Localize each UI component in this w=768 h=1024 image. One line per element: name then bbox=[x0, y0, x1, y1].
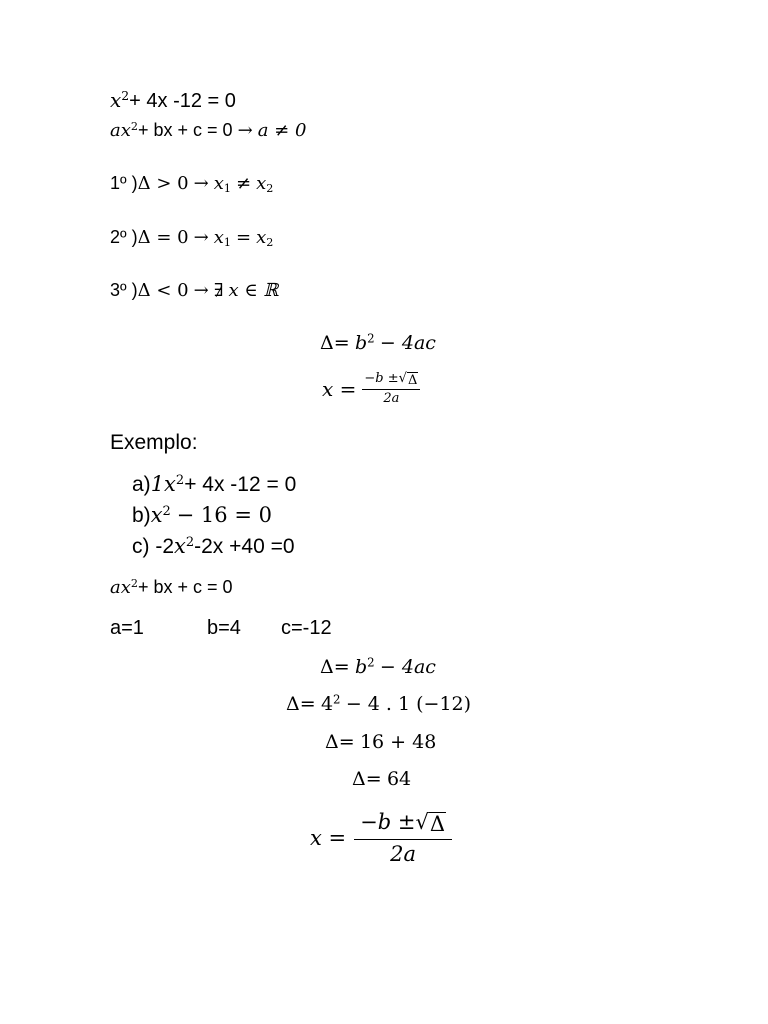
bhaskara-num-b: −b ± bbox=[364, 371, 399, 386]
case-2-x1: x bbox=[213, 227, 224, 248]
calc-line-2 bbox=[286, 692, 472, 715]
case-3-label: 3º ) bbox=[110, 280, 138, 300]
general2-ax: ax bbox=[110, 577, 131, 598]
case-1-sub2: 2 bbox=[266, 181, 274, 195]
case-2-relation: = bbox=[235, 227, 252, 248]
case-1-x2: x bbox=[256, 173, 267, 194]
case-2-x2: x bbox=[256, 227, 267, 248]
coefficient-b: b=4 bbox=[207, 617, 241, 639]
delta-exp: 2 bbox=[367, 331, 375, 346]
item-a-rest: + 4x -12 = 0 bbox=[184, 473, 297, 496]
example-heading: Exemplo: bbox=[110, 431, 198, 454]
calc-line-3 bbox=[325, 733, 436, 752]
calc1-b: b bbox=[354, 656, 368, 678]
eq-rest: + 4x -12 = 0 bbox=[129, 90, 236, 112]
general2-exp: 2 bbox=[130, 576, 138, 590]
bhaskara-fraction bbox=[362, 372, 420, 405]
calc2-rest: − 4 . 1 (−12) bbox=[345, 693, 472, 715]
item-c-rest: -2x +40 =0 bbox=[194, 535, 295, 558]
bhaskara-large-denominator: 2a bbox=[390, 842, 416, 866]
delta-rest: − 4ac bbox=[379, 332, 436, 354]
calc2-base: 4 bbox=[320, 693, 334, 715]
item-c-label: c) -2 bbox=[132, 535, 174, 558]
arrow-icon: → bbox=[237, 120, 253, 141]
calc4-lhs: Δ= bbox=[352, 768, 382, 790]
case-3-line bbox=[110, 281, 278, 300]
example-item-a bbox=[132, 474, 296, 495]
case-1-delta: Δ > 0 bbox=[137, 173, 189, 194]
calc-line-4 bbox=[352, 770, 411, 789]
case-3-rest: x ∈ ℝ bbox=[228, 280, 279, 301]
case-2-delta: Δ = 0 bbox=[137, 227, 189, 248]
sqrt-symbol-large: √ Δ bbox=[415, 810, 445, 836]
arrow-icon: → bbox=[193, 227, 209, 248]
item-a-label: a) bbox=[132, 473, 151, 496]
item-b-exp: 2 bbox=[162, 503, 171, 519]
bhaskara-large-num-b: −b ± bbox=[360, 810, 416, 834]
calc1-rest: − 4ac bbox=[379, 656, 436, 678]
bhaskara-large-numerator bbox=[354, 812, 452, 840]
bhaskara-large-fraction bbox=[354, 812, 452, 865]
bhaskara-formula-small bbox=[322, 372, 420, 405]
sqrt-symbol: √ Δ bbox=[398, 371, 418, 388]
delta-lhs: Δ= bbox=[320, 332, 350, 354]
bhaskara-numerator bbox=[362, 372, 420, 390]
item-b-x: x bbox=[150, 503, 163, 527]
example-item-c bbox=[132, 536, 295, 557]
general2-rest: + bx + c = 0 bbox=[138, 577, 233, 597]
arrow-icon: → bbox=[193, 173, 209, 194]
bhaskara-formula-large bbox=[310, 812, 452, 865]
delta-formula bbox=[320, 331, 436, 354]
general-ax: ax bbox=[110, 120, 131, 141]
example-item-b bbox=[132, 505, 272, 526]
case-1-relation: ≠ bbox=[235, 173, 252, 194]
calc1-exp: 2 bbox=[367, 655, 375, 670]
bhaskara-large-x: x = bbox=[310, 826, 347, 850]
bhaskara-x: x = bbox=[322, 376, 357, 401]
item-a-coef: 1x bbox=[150, 472, 176, 496]
general-rest: + bx + c = 0 bbox=[138, 120, 233, 140]
general-exponent: 2 bbox=[130, 119, 138, 133]
calc1-lhs: Δ= bbox=[320, 656, 350, 678]
delta-b: b bbox=[354, 332, 368, 354]
calc3-lhs: Δ= bbox=[325, 731, 355, 753]
case-3-delta: Δ < 0 bbox=[137, 280, 189, 301]
calc-line-1 bbox=[320, 655, 436, 678]
case-1-sub1: 1 bbox=[223, 181, 231, 195]
item-b-label: b) bbox=[132, 504, 151, 527]
item-a-exp: 2 bbox=[175, 472, 185, 488]
general-condition: a ≠ 0 bbox=[257, 120, 307, 141]
item-c-exp: 2 bbox=[185, 534, 195, 550]
calc4-rest: 64 bbox=[386, 768, 412, 790]
equation-example-line bbox=[110, 90, 236, 111]
coefficient-a: a=1 bbox=[110, 617, 144, 639]
not-exists-symbol: ∃ bbox=[213, 280, 224, 301]
case-1-x1: x bbox=[213, 173, 224, 194]
calc2-exp: 2 bbox=[333, 692, 341, 707]
case-2-sub1: 1 bbox=[223, 235, 231, 249]
bhaskara-denominator: 2a bbox=[383, 391, 400, 406]
case-2-line bbox=[110, 228, 273, 247]
case-1-label: 1º ) bbox=[110, 173, 138, 193]
general-form-line bbox=[110, 121, 306, 140]
eq-exponent: 2 bbox=[121, 88, 130, 104]
bhaskara-large-radicand: Δ bbox=[429, 812, 445, 836]
calc2-lhs: Δ= bbox=[286, 693, 316, 715]
case-2-sub2: 2 bbox=[266, 235, 274, 249]
case-1-line bbox=[110, 174, 273, 193]
arrow-icon: → bbox=[193, 280, 209, 301]
case-2-label: 2º ) bbox=[110, 227, 138, 247]
item-b-rest: − 16 = 0 bbox=[176, 503, 272, 527]
eq-variable: x bbox=[110, 88, 122, 112]
calc3-rest: 16 + 48 bbox=[359, 731, 437, 753]
bhaskara-radicand: Δ bbox=[407, 373, 418, 388]
coefficient-c: c=-12 bbox=[281, 617, 332, 639]
item-c-x: x bbox=[174, 534, 186, 558]
general-form-line-2 bbox=[110, 578, 233, 597]
